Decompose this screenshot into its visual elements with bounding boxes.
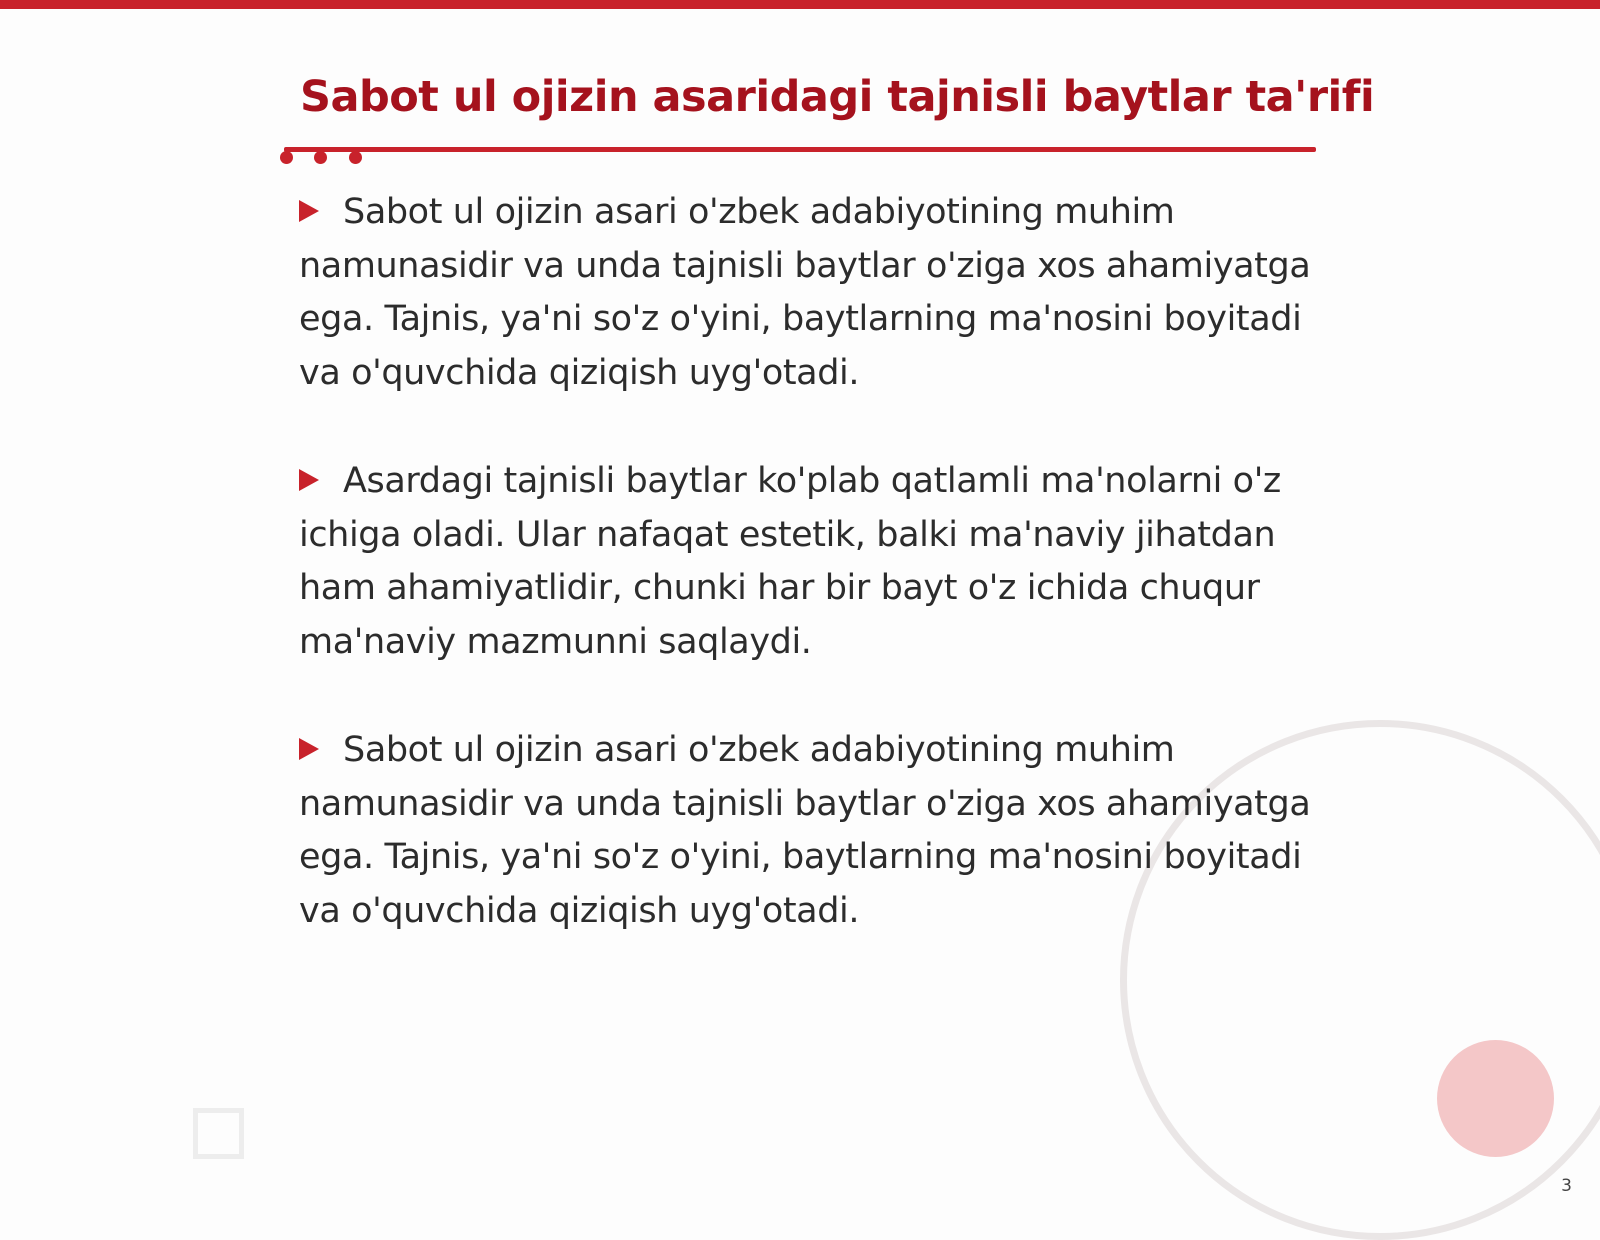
bullet-text: Asardagi tajnisli baytlar ko'plab qatlamli ma'nolarni o'z ichiga oladi. Ular nafaqat estetik, balki ma'naviy jihatdan ham ahamiyatlidir, chunki har bir bayt o'z ichida chuqur ma'naviy mazmunni saqlaydi. xyxy=(299,461,1281,662)
triangle-right-icon xyxy=(299,738,319,760)
triangle-right-icon xyxy=(299,200,319,222)
bullet-text: Sabot ul ojizin asari o'zbek adabiyotining muhim namunasidir va unda tajnisli baytlar o'ziga xos ahamiyatga ega. Tajnis, ya'ni so'z o'yini, baytlarning ma'nosini boyitadi va o'quvchida qiziqish uyg'otadi. xyxy=(299,730,1311,931)
slide-body xyxy=(299,186,1319,993)
square-outline-decoration xyxy=(193,1108,244,1159)
page-number: 3 xyxy=(1561,1176,1572,1196)
title-dot-icon xyxy=(280,151,293,164)
pink-circle-decoration xyxy=(1437,1040,1554,1157)
triangle-right-icon xyxy=(299,469,319,491)
slide-title: Sabot ul ojizin asaridagi tajnisli baytlar ta'rifi xyxy=(300,72,1375,122)
top-accent-bar xyxy=(0,0,1600,9)
bullet-text: Sabot ul ojizin asari o'zbek adabiyotining muhim namunasidir va unda tajnisli baytlar o'ziga xos ahamiyatga ega. Tajnis, ya'ni so'z o'yini, baytlarning ma'nosini boyitadi va o'quvchida qiziqish uyg'otadi. xyxy=(299,192,1311,393)
bullet-item xyxy=(299,455,1319,669)
bullet-item xyxy=(299,186,1319,400)
title-underline xyxy=(284,147,1316,152)
title-dot-icon xyxy=(314,151,327,164)
title-dot-icon xyxy=(349,151,362,164)
bullet-item xyxy=(299,724,1319,938)
